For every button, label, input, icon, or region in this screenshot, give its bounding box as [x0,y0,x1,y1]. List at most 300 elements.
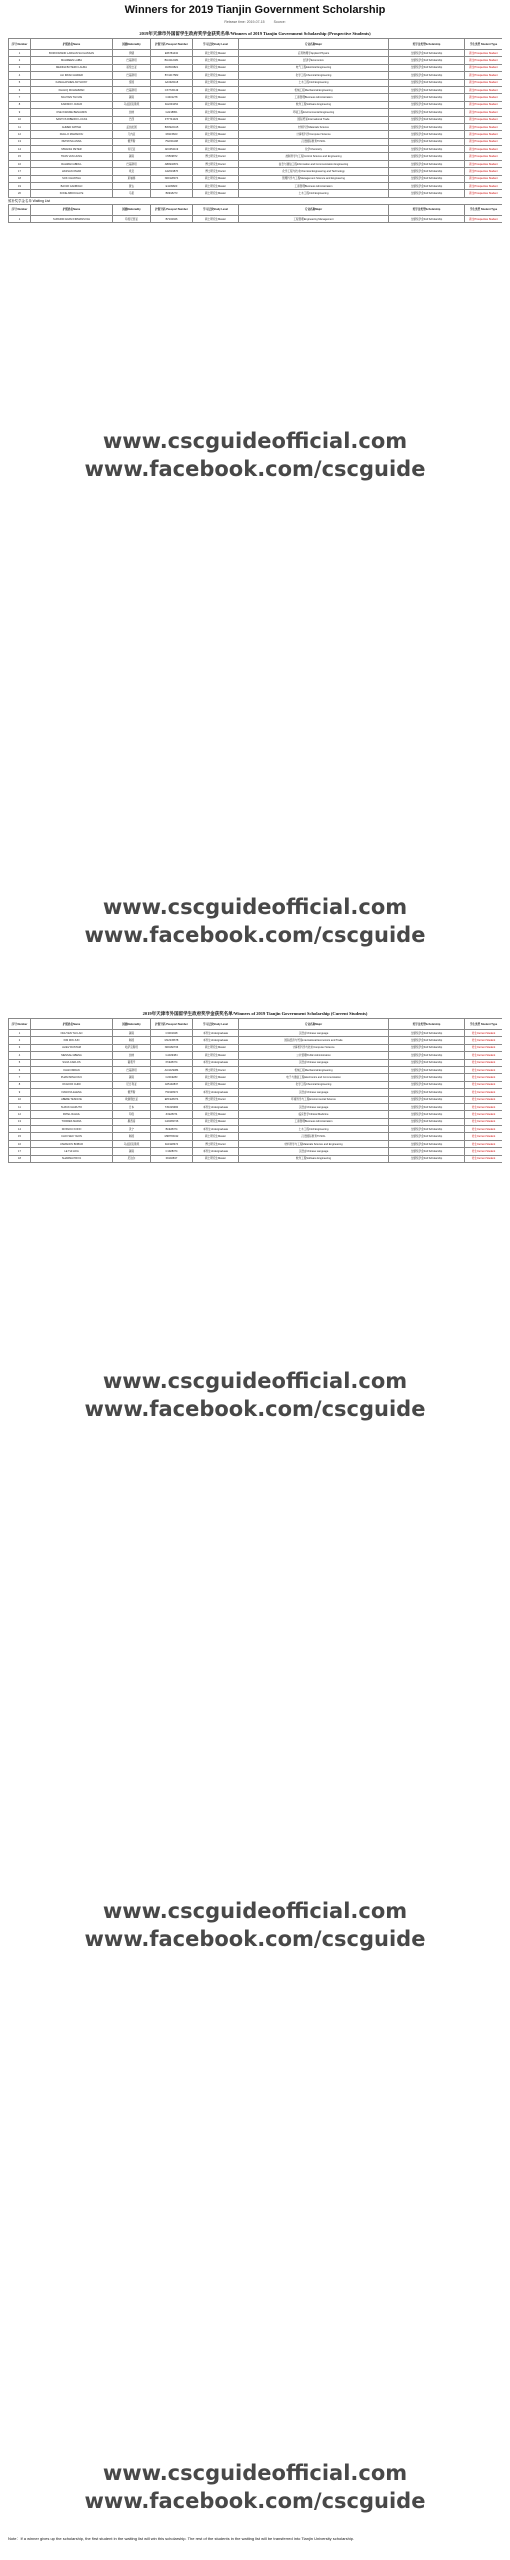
table-cell: C4401278 [151,94,193,101]
table-cell: 老生Current Student [465,1148,503,1155]
table-cell: 硕士研究生Master [193,57,239,64]
table-cell: 机械工程Mechanical Engineering [239,86,389,93]
table-cell: 环境科学与工程Environmental Science [239,1096,389,1103]
table-cell: 全额奖学金Full Scholarship [389,64,465,71]
table-cell: 博士研究生Doctor [193,153,239,160]
table-cell: 越南 [113,1148,151,1155]
column-header: 护照姓名Name [31,204,113,215]
table-cell: B7102946 [151,215,193,222]
table-cell: 20 [9,190,31,197]
table-cell: TZ1029384 [151,1103,193,1110]
table-cell: SUZUKI HARUTO [31,1103,113,1110]
table-cell: 公共管理Public Administration [239,1052,389,1059]
table-cell: 新生Prospective Student [465,175,503,182]
table-cell: 9 [9,109,31,116]
table-cell: RAHMAN ABDUL [31,160,113,167]
table-cell: CHOI SEO YEON [31,1133,113,1140]
table-cell: 751928374 [151,1089,193,1096]
table-cell: 柬埔寨 [113,175,151,182]
watermark-site: www.cscguideofficial.com [102,429,408,453]
table-cell: 临床医学Clinical Medicine [239,1111,389,1118]
table-cell: 巴西 [113,116,151,123]
table-cell: SHARMA PRIYA [31,1155,113,1162]
section-title: 2019年天津市外国留学生政府奖学金获奖名单/Winners of 2019 Tianjin Government Scholarship (Current Students) [142,1011,368,1016]
prospective-students-section [8,30,502,223]
table-cell: CX7720119 [151,86,193,93]
table-cell: 计算机科学Computer Science [239,131,389,138]
table-cell: 全额奖学金Full Scholarship [389,1059,465,1066]
table-cell: 10 [9,1096,31,1103]
table-cell: TORRES MARIA [31,1118,113,1125]
table-cell: 巴基斯坦 [113,86,151,93]
table-cell: 新生Prospective Student [465,190,503,197]
table-cell: 孟加拉国 [113,123,151,130]
table-cell: G2218801 [151,109,193,116]
table-cell: 全额奖学金Full Scholarship [389,175,465,182]
table-cell: 硕士研究生Master [193,50,239,57]
table-cell: 全额奖学金Full Scholarship [389,1089,465,1096]
table-cell: 16 [9,1140,31,1147]
table-cell: BG3112481 [151,57,193,64]
table-cell: 全额奖学金Full Scholarship [389,116,465,123]
table-header [9,204,503,215]
table-cell: 15 [9,153,31,160]
watermark-site: www.cscguideofficial.com [102,1899,408,1923]
table-cell: 全额奖学金Full Scholarship [389,1103,465,1110]
table-cell: 13 [9,138,31,145]
table-cell: 全额奖学金Full Scholarship [389,131,465,138]
table-cell: 埃及 [113,168,151,175]
table-cell: 全额奖学金Full Scholarship [389,1096,465,1103]
table-cell: 新生Prospective Student [465,101,503,108]
table-cell: 全额奖学金Full Scholarship [389,1148,465,1155]
column-header: 专业名称Major [239,204,389,215]
table-cell: 俄罗斯 [113,1089,151,1096]
table-cell: 老生Current Student [465,1096,503,1103]
table-cell: 电子与通信工程Electronics and Communication [239,1074,389,1081]
table-cell: 全额奖学金Full Scholarship [389,215,465,222]
table-cell: 18 [9,1155,31,1162]
table-cell: A22019876 [151,168,193,175]
table-cell: 尼泊尔 [113,1155,151,1162]
column-header: 学习层次Study Level [193,204,239,215]
table-cell: BOROOMAND LARGAN SAI HASSAN [31,50,113,57]
table-cell: BX0922415 [151,123,193,130]
table-cell: 本科生Undergraduate [193,1037,239,1044]
table-cell: 软件工程Software Engineering [239,101,389,108]
column-header: 护照号码 Passport Number [151,204,193,215]
table-cell: 汉语国际教育TCSOL [239,138,389,145]
column-header: 奖学金类型Scholarship [389,204,465,215]
table-cell: 硕士研究生Master [193,1133,239,1140]
table-row [9,168,503,175]
table-cell: BY4417582 [151,72,193,79]
table-cell: 本科生Undergraduate [193,1089,239,1096]
table-cell: 老生Current Student [465,1074,503,1081]
column-header: 护照号码 Passport Number [151,1019,193,1030]
table-cell: 新生Prospective Student [465,153,503,160]
table-cell: 9 [9,1089,31,1096]
table-cell: 尼日利亚 [113,1081,151,1088]
table-cell: B0918273 [151,190,193,197]
table-cell: 泰国 [113,79,151,86]
table-cell: 6 [9,86,31,93]
table-cell: 全额奖学金Full Scholarship [389,72,465,79]
table-cell: AHMED FATIMA [31,123,113,130]
table-cell: 老生Current Student [465,1118,503,1125]
table-cell: DIALLO MAMADOU [31,131,113,138]
table-cell: N01928374 [151,175,193,182]
table-cell: 本科生Undergraduate [193,1103,239,1110]
table-cell: 8 [9,1081,31,1088]
column-header: 序号 Number [9,1019,31,1030]
table-cell: 本科生Undergraduate [193,1030,239,1037]
table-cell: 全额奖学金Full Scholarship [389,190,465,197]
column-header: 护照号码 Passport Number [151,39,193,50]
column-header: 学习层次Study Level [193,39,239,50]
table-cell: MWANGI PETER [31,146,113,153]
table-cell: USMANOV BOBUR [31,1140,113,1147]
table-cell: 博士研究生Doctor [193,168,239,175]
table-row [9,1118,503,1125]
watermark-facebook: www.facebook.com/cscguide [84,2489,426,2513]
table-cell: 3 [9,1044,31,1051]
table-cell: 全额奖学金Full Scholarship [389,1066,465,1073]
table-cell: 韩国 [113,1133,151,1140]
table-cell: M98765432 [151,1133,193,1140]
table-cell: 化学Chemistry [239,146,389,153]
table-cell: R0115823 [151,131,193,138]
column-header: 护照姓名Name [31,39,113,50]
table-cell: 经济学Economics [239,57,389,64]
table-cell: 全额奖学金Full Scholarship [389,1118,465,1125]
table-cell: 材料科学Materials Science [239,123,389,130]
table-cell: 硕士研究生Master [193,86,239,93]
table-cell: 全额奖学金Full Scholarship [389,101,465,108]
table-cell: 硕士研究生Master [193,72,239,79]
table-cell: 老生Current Student [465,1059,503,1066]
table-cell: 巴基斯坦 [113,1066,151,1073]
table-cell: 本科生Undergraduate [193,1148,239,1155]
table-cell: ALI IRFAN HAIDER [31,72,113,79]
table-cell: 硕士研究生Master [193,1118,239,1125]
table-row [9,109,503,116]
table-row [9,123,503,130]
table-cell: 7 [9,94,31,101]
table-row [9,1103,503,1110]
table-cell: 控制科学与工程Control Science and Engineering [239,153,389,160]
table-cell: 新生Prospective Student [465,57,503,64]
table-cell: 乌兹别克斯坦 [113,101,151,108]
table-cell: 博士研究生Doctor [193,1066,239,1073]
column-header: 国籍Nationality [113,204,151,215]
table-cell: G19283746 [151,1118,193,1125]
table-cell: 工商管理Business Administration [239,94,389,101]
table-cell: 硕士研究生Master [193,175,239,182]
table-cell: 全额奖学金Full Scholarship [389,109,465,116]
table-cell: 全额奖学金Full Scholarship [389,1155,465,1162]
table-cell: 马里 [113,190,151,197]
table-cell: MAHREEN LAIBA [31,57,113,64]
table-cell: 硕士研究生Master [193,1111,239,1118]
table-cell: 电气工程Electrical Engineering [239,64,389,71]
table-row [9,1096,503,1103]
table-cell: 硕士研究生Master [193,1155,239,1162]
table-row [9,1133,503,1140]
table-cell: 4 [9,72,31,79]
release-time: Release time: 2019-07-15 [224,20,265,24]
table-cell: KIM MIN JUN [31,1037,113,1044]
table-cell: 环境工程Environmental Engineering [239,109,389,116]
table-cell: 3 [9,64,31,71]
column-header: 专业名称Major [239,39,389,50]
table-cell: 全额奖学金Full Scholarship [389,86,465,93]
table-cell: LE THI HOA [31,1148,113,1155]
table-cell: 全额奖学金Full Scholarship [389,123,465,130]
table-cell: AA3320118 [151,79,193,86]
table-cell: DOSSOU KOFFI [31,1126,113,1133]
table-cell: 日本 [113,1103,151,1110]
table-cell: 硕士研究生Master [193,116,239,123]
table-cell: 新生Prospective Student [465,72,503,79]
table-cell: 全额奖学金Full Scholarship [389,79,465,86]
table-cell: 硕士研究生Master [193,1052,239,1059]
table-cell: 新生Prospective Student [465,131,503,138]
table-cell: 新生Prospective Student [465,50,503,57]
table-cell: 5 [9,79,31,86]
table-cell: 土木工程Civil Engineering [239,79,389,86]
table-row [9,1052,503,1059]
table-cell: 4 [9,1052,31,1059]
table-cell: 葡萄牙 [113,1059,151,1066]
table-cell: 本科生Undergraduate [193,1059,239,1066]
table-cell: 7 [9,1074,31,1081]
table-cell: M12345678 [151,1037,193,1044]
table-cell: AC1029384 [151,1066,193,1073]
table-cell: SANTOS RIBEIRO LUCAS [31,116,113,123]
table-cell: SUPARDI ADAM FIRMANSYAH [31,215,113,222]
table-row [9,1089,503,1096]
table-cell: 硕士研究生Master [193,190,239,197]
table-cell: 化学工程Chemical Engineering [239,1081,389,1088]
table-cell: 硕士研究生Master [193,101,239,108]
table-cell: 加纳 [113,1052,151,1059]
table-cell: 12 [9,131,31,138]
table-cell: E66781432 [151,50,193,57]
table-cell: PETROVA ANNA [31,138,113,145]
table-cell: 全额奖学金Full Scholarship [389,1133,465,1140]
table-cell: 15 [9,1133,31,1140]
table-cell: 国际经济与贸易International Economics and Trade [239,1037,389,1044]
table-cell: 印度尼西亚 [113,215,151,222]
table-cell: 硕士研究生Master [193,79,239,86]
table-cell: 1 [9,215,31,222]
table-cell: 老生Current Student [465,1133,503,1140]
table-cell: 汉语言Chinese Language [239,1089,389,1096]
table-row [9,215,503,222]
table-cell: 全额奖学金Full Scholarship [389,168,465,175]
table-row [9,1126,503,1133]
column-header: 学生类型 Student Type [465,204,503,215]
table-cell: 国际贸易International Trade [239,116,389,123]
table-cell: OSEI KWAME BENJAMIN [31,109,113,116]
table-cell: N09182736 [151,1044,193,1051]
table-row [9,131,503,138]
table-cell: 全额奖学金Full Scholarship [389,50,465,57]
table-cell: 752201198 [151,138,193,145]
table-cell: 汉语言Chinese Language [239,1148,389,1155]
table-cell: 越南 [113,94,151,101]
table-cell: 全额奖学金Full Scholarship [389,1052,465,1059]
table-row [9,175,503,182]
table-cell: 信息与通信工程Information and Communication Engineering [239,160,389,167]
table-cell: 汉语言Chinese Language [239,1059,389,1066]
table-cell: 18 [9,175,31,182]
column-header: 学习层次Study Level [193,1019,239,1030]
table-cell: 新生Prospective Student [465,64,503,71]
table-cell: IVANOVA ELENA [31,1089,113,1096]
table-cell: 老生Current Student [465,1044,503,1051]
table-cell: KHAN IMRAN [31,1066,113,1073]
table-cell: 17 [9,1148,31,1155]
table-cell: 工商管理Business Administration [239,183,389,190]
table-cell: 全额奖学金Full Scholarship [389,183,465,190]
table-cell: PATEL RAHUL [31,1111,113,1118]
table-cell: 全额奖学金Full Scholarship [389,94,465,101]
table-row [9,1140,503,1147]
column-header: 学生类型 Student Type [465,1019,503,1030]
table-cell: KHALIQ MUHAMMAD [31,86,113,93]
table-cell: 汉语言Chinese Language [239,1103,389,1110]
table-row [9,160,503,167]
column-header: 学生类型 Student Type [465,39,503,50]
table-cell: 硕士研究生Master [193,1074,239,1081]
watermark-facebook: www.facebook.com/cscguide [84,923,426,947]
watermark-facebook: www.facebook.com/cscguide [84,457,426,481]
table-cell: 12 [9,1111,31,1118]
table-cell: ABEBE TESFAYE [31,1096,113,1103]
watermark-site: www.cscguideofficial.com [102,2461,408,2485]
table-cell: 本科生Undergraduate [193,1126,239,1133]
table-cell: P1928374 [151,1059,193,1066]
table-cell: 土木工程Civil Engineering [239,190,389,197]
table-header [9,39,503,50]
table-cell: 巴基斯坦 [113,160,151,167]
table-cell: 几内亚 [113,131,151,138]
table-cell: 印度 [113,1111,151,1118]
waitlist-label: 候补奖学金名单 Waiting List [8,198,51,203]
table-cell: 全额奖学金Full Scholarship [389,146,465,153]
table-cell: 全额奖学金Full Scholarship [389,1081,465,1088]
table-cell: KAMALAPHIEN ANTHONY [31,79,113,86]
table-cell: C5509872 [151,153,193,160]
table-cell: 2 [9,57,31,64]
table-cell: 全额奖学金Full Scholarship [389,1044,465,1051]
table-cell: 硕士研究生Master [193,109,239,116]
column-header: 序号 Number [9,39,31,50]
table-cell: 伊朗 [113,50,151,57]
table-cell: HASSAN OMAR [31,168,113,175]
table-cell: FT7741023 [151,116,193,123]
table-cell: PHAM MINH DUC [31,1074,113,1081]
table-cell: SOK CHANTHA [31,175,113,182]
table-cell: 老生Current Student [465,1030,503,1037]
column-header: 序号 Number [9,204,31,215]
table-cell: 墨西哥 [113,1118,151,1125]
release-source: Source: [273,20,286,24]
table-header [9,1019,503,1030]
column-header: 专业名称Major [239,1019,389,1030]
table-row [9,50,503,57]
watermark-site: www.cscguideofficial.com [102,1369,408,1393]
table-cell: 老生Current Student [465,1126,503,1133]
table-cell: 新生Prospective Student [465,168,503,175]
table-row [9,94,503,101]
table-cell: 1 [9,50,31,57]
table-cell: 全额奖学金Full Scholarship [389,1126,465,1133]
table-cell: 越南 [113,1030,151,1037]
table-cell: 14 [9,1126,31,1133]
table-cell: 汉语国际教育TCSOL [239,1133,389,1140]
column-header: 奖学金类型Scholarship [389,39,465,50]
table-cell: 新生Prospective Student [465,138,503,145]
table-cell: AV0534821 [151,64,193,71]
release-meta [0,20,510,24]
table-row [9,72,503,79]
table-cell: 博士研究生Doctor [193,1140,239,1147]
table-cell: C2019283 [151,1074,193,1081]
table-cell: 工程管理Engineering Management [239,215,389,222]
table-cell: 肯尼亚 [113,146,151,153]
table-cell: 新生Prospective Student [465,116,503,123]
table-cell: 2 [9,1037,31,1044]
table-cell: 越南 [113,1074,151,1081]
table-cell: B1928374 [151,1126,193,1133]
table-cell: 全额奖学金Full Scholarship [389,160,465,167]
table-cell: 19 [9,183,31,190]
table-cell: 全额奖学金Full Scholarship [389,153,465,160]
section-title: 2019年天津市外国留学生政府奖学金获奖名单/Winners of 2019 Tianjin Government Scholarship (Prospective Students) [139,31,371,36]
table-cell: 09192837 [151,1155,193,1162]
table-cell: EP1928374 [151,1096,193,1103]
table-cell: 管理科学与工程Management Science and Engineering [239,175,389,182]
table-cell: 材料科学与工程Materials Science and Engineering [239,1140,389,1147]
table-cell: 全额奖学金Full Scholarship [389,1140,465,1147]
table-cell: 博士研究生Doctor [193,160,239,167]
table-row [9,57,503,64]
table-cell: SILVA CARLOS [31,1059,113,1066]
table-cell: 老生Current Student [465,1037,503,1044]
table-cell: 蒙古 [113,183,151,190]
table-cell: NGUYEN THI MAI [31,94,113,101]
table-cell: 硕士研究生Master [193,1081,239,1088]
table-cell: 老生Current Student [465,1066,503,1073]
table-cell: 新生Prospective Student [465,109,503,116]
table-cell: E1109823 [151,183,193,190]
table-cell: 全额奖学金Full Scholarship [389,138,465,145]
table-cell: NGUYEN THI LAN [31,1030,113,1037]
table-cell: 汉语言Chinese Language [239,1030,389,1037]
table-row [9,146,503,153]
table-cell: FA2291054 [151,101,193,108]
table-cell: FA1928374 [151,1140,193,1147]
table-row [9,1074,503,1081]
table-cell: 全额奖学金Full Scholarship [389,1037,465,1044]
table-cell: MEDINA BOTERO LAURA [31,64,113,71]
table-row [9,1066,503,1073]
column-header: 奖学金类型Scholarship [389,1019,465,1030]
page-title: Winners for 2019 Tianjin Government Scholarship [124,4,386,16]
